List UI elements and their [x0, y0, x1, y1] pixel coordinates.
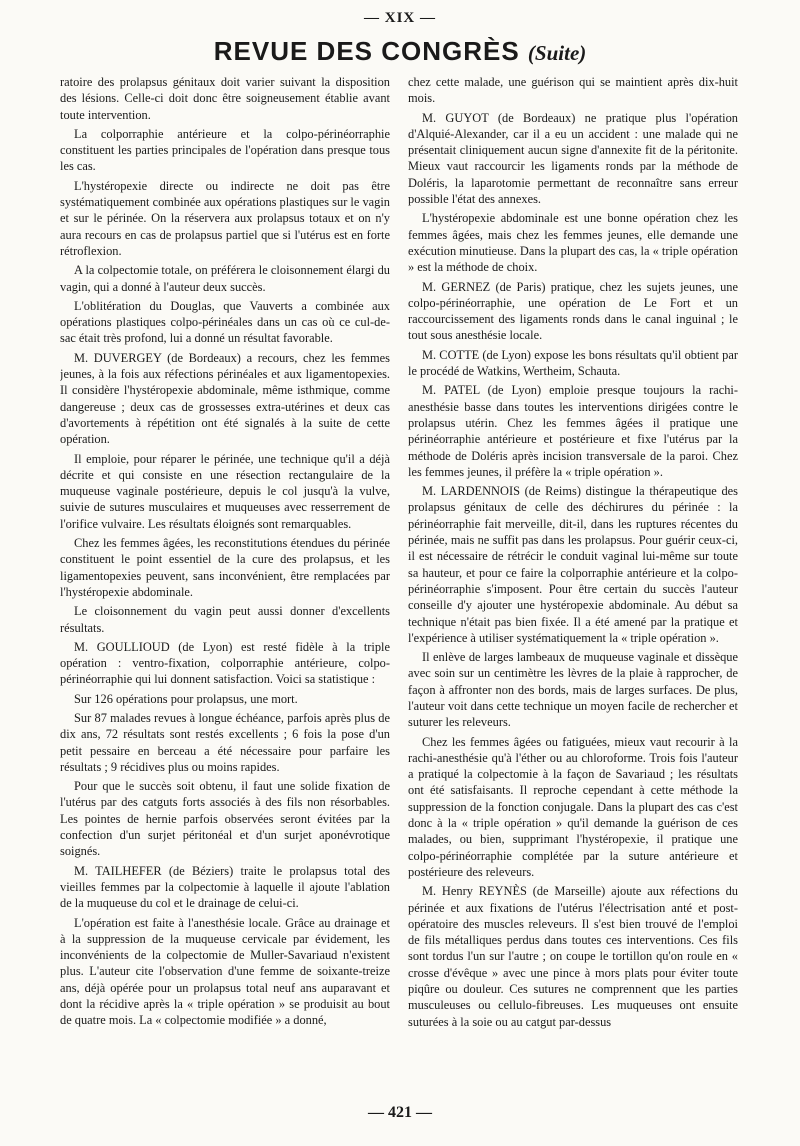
paragraph: M. COTTE (de Lyon) expose les bons résultats qu'il obtient par le procédé de Watkins, Wertheim, Schauta. [408, 347, 738, 379]
paragraph: A la colpectomie totale, on préférera le cloisonnement élargi du vagin, qui a donné à l'auteur deux succès. [60, 263, 390, 294]
paragraph: M. GUYOT (de Bordeaux) ne pratique plus l'opération d'Alquié-Alexander, car il a eu un accident : une malade qui ne présentait cliniquement aucun signe d'annexite fit de la péritonite. Mieux vaut raccourcir les ligaments ronds par la méthode de Doléris, la laparotomie permettant de reconnaître sans erreur possible l'état des annexes. [408, 110, 738, 207]
left-column [60, 74, 390, 1092]
paragraph: M. Henry REYNÈS (de Marseille) ajoute aux réfections du périnée et aux fixations de l'utérus l'électrisation anté et post-opératoire des muscles releveurs. Il s'est bien trouvé de l'emploi de fils métalliques perdus dans toutes ces interventions. Ces fils sont tordus l'un sur l'autre ; on coupe le tortillon qu'on roule en « crosse d'évêque » avec une pince à mors plats pour éviter toute piqûre ou douleur. Ces sutures ne comprennent que les parties musculeuses ou cellulo-fibreuses. Les muqueuses ont ensuite suturées à la soie ou au catgut par-dessus [408, 884, 738, 1029]
paragraph: Sur 126 opérations pour prolapsus, une mort. [74, 691, 298, 706]
paragraph: Chez les femmes âgées, les reconstitutions étendues du périnée constituent le point essentiel de la cure des prolapsus, et les ligamentopexies peuvent, sans inconvénient, être remplacées par l'hystéropexie abdominale. [60, 536, 390, 599]
paragraph: M. LARDENNOIS (de Reims) distingue la thérapeutique des prolapsus génitaux de celle des déchirures du périnée : la périnéorraphie fait merveille, dit-il, dans les ruptures récentes du périnée, mais ne suffit pas dans les prolapsus. Pour guérir ceux-ci, il est nécessaire de rétrécir le conduit vaginal lui-même sur toute sa hauteur, et pour ce faire la colporraphie antérieure et la colpo-périnéorraphie s'imposent. Pour être certain du succès l'auteur conseille d'y ajouter une hystéropexie abdominale. Au début sa technique n'était pas bien fixée. Il a été amené par la pratique et l'expérience à utiliser systématiquement la « triple opération ». [408, 484, 738, 645]
title-suffix: (Suite) [527, 41, 587, 65]
paragraph: M. GOULLIOUD (de Lyon) est resté fidèle à la triple opération : ventro-fixation, colporraphie antérieure, colpo-périnéorraphie qui lui donnent satisfaction. Voici sa statistique : [60, 639, 390, 687]
title-text: REVUE DES CONGRÈS [213, 36, 520, 66]
right-column [408, 74, 738, 1092]
paragraph: Il enlève de larges lambeaux de muqueuse vaginale et dissèque avec soin sur un centimètre les lèvres de la plaie à rapprocher, de façon à affronter non des bords, mais de larges surfaces. De plus, l'auteur voit dans cette technique un moyen facile de rechercher et suturer les releveurs. [408, 650, 738, 730]
paragraph: L'opération est faite à l'anesthésie locale. Grâce au drainage et à la suppression de la muqueuse cervicale par évidement, les inconvénients de la colpectomie de Muller-Savariaud n'existent plus. L'auteur cite l'observation d'une femme de soixante-treize ans, déjà opérée pour un prolapsus total neuf ans auparavant et dont la récidive après la « triple opération » se produisit au bout de quatre mois. La « colpectomie modifiée » a donné, [60, 915, 390, 1028]
text-columns [60, 74, 738, 1092]
paragraph: Chez les femmes âgées ou fatiguées, mieux vaut recourir à la rachi-anesthésie qu'à l'éther ou au chloroforme. Trois fois l'auteur a pratiqué la colpectomie à la façon de Savariaud ; les résultats ont été satisfaisants. Il reproche cependant à cette méthode la suppression de la fonction conjugale. Dans la plupart des cas c'est donc à la « triple opération » qu'il demande la guérison de ces malades, ou bien, supprimant l'hystéropexie, il pratique une colpo-périnéorraphie complétée par la suture antérieure et postérieure des releveurs. [408, 734, 738, 879]
paragraph: Il emploie, pour réparer le périnée, une technique qu'il a déjà décrite et qui consiste en une résection rectangulaire de la muqueuse vaginale postérieure, depuis le col jusqu'à la vulve, suivie de sutures musculaires et muqueuses avec resserrement de l'orifice vulvaire. Les résultats éloignés sont remarquables. [60, 451, 390, 531]
paragraph: M. GERNEZ (de Paris) pratique, chez les sujets jeunes, une colpo-périnéorraphie, une opération de Le Fort et un raccourcissement des ligaments ronds dans le canal inguinal ; le tout sous anesthésie locale. [408, 279, 738, 343]
paragraph: Le cloisonnement du vagin peut aussi donner d'excellents résultats. [60, 604, 390, 635]
paragraph: L'oblitération du Douglas, que Vauverts a combinée aux opérations plastiques colpo-périnéales dans un cas où ce cul-de-sac était très profond, lui a donné un résultat favorable. [60, 298, 390, 346]
page-number: — 421 — [368, 1104, 432, 1121]
paragraph: ratoire des prolapsus génitaux doit varier suivant la disposition des lésions. Celle-ci doit donc être soigneusement établie avant toute intervention. [60, 75, 390, 122]
paragraph: M. DUVERGEY (de Bordeaux) a recours, chez les femmes jeunes, à la fois aux réfections périnéales et aux ligamentopexies. Il considère l'hystéropexie abdominale, même isthmique, comme dangereuse ; deux cas de grossesses extra-utérines et deux cas d'avortements à répétition ont été signalés à la suite de cette opération. [60, 350, 390, 447]
paragraph: Sur 87 malades revues à longue échéance, parfois après plus de dix ans, 72 résultats sont restés excellents ; 6 fois la pose d'un petit pessaire en berceau a été nécessaire pour parfaire les résultats ; 9 récidives plus ou moins rapides. [60, 710, 390, 774]
paragraph: L'hystéropexie abdominale est une bonne opération chez les femmes âgées, mais chez les femmes jeunes, elle demande une exécution minutieuse. Dans la plupart des cas, la « triple opération » est la méthode de choix. [408, 211, 738, 275]
paragraph: M. PATEL (de Lyon) emploie presque toujours la rachi-anesthésie basse dans toutes les interventions dirigées contre le prolapsus utérin. Chez les femmes âgées il pratique une périnéorraphie antérieure et postérieure et fixe l'utérus par la méthode de Doléris après incision transversale de la paroi. Chez les femmes jeunes, il préfère la « triple opération ». [408, 383, 738, 479]
paragraph: La colporraphie antérieure et la colpo-périnéorraphie constituent les parties principales de l'opération dans presque tous les cas. [60, 126, 390, 174]
page-number-roman: — XIX — [363, 10, 436, 26]
paragraph: chez cette malade, une guérison qui se maintient après dix-huit mois. [408, 75, 738, 106]
paragraph: L'hystéropexie directe ou indirecte ne doit pas être systématiquement combinée aux opérations plastiques sur le vagin et sur le périnée. On la réservera aux prolapsus totaux et on n'y aura recours en cas de prolapsus partiel que si l'utérus est en forte rétroflexion. [60, 178, 390, 258]
page-title [0, 36, 800, 67]
paragraph: Pour que le succès soit obtenu, il faut une solide fixation de l'utérus par des catguts forts associés à des fils non résorbables. Les pointes de hernie parfois observées seront évitées par la confection d'un surjet péritonéal et d'un surjet aponévrotique soignés. [60, 779, 390, 859]
paragraph: M. TAILHEFER (de Béziers) traite le prolapsus total des vieilles femmes par la colpectomie à laquelle il ajoute l'ablation de la muqueuse du col et le drainage de celui-ci. [60, 863, 390, 911]
